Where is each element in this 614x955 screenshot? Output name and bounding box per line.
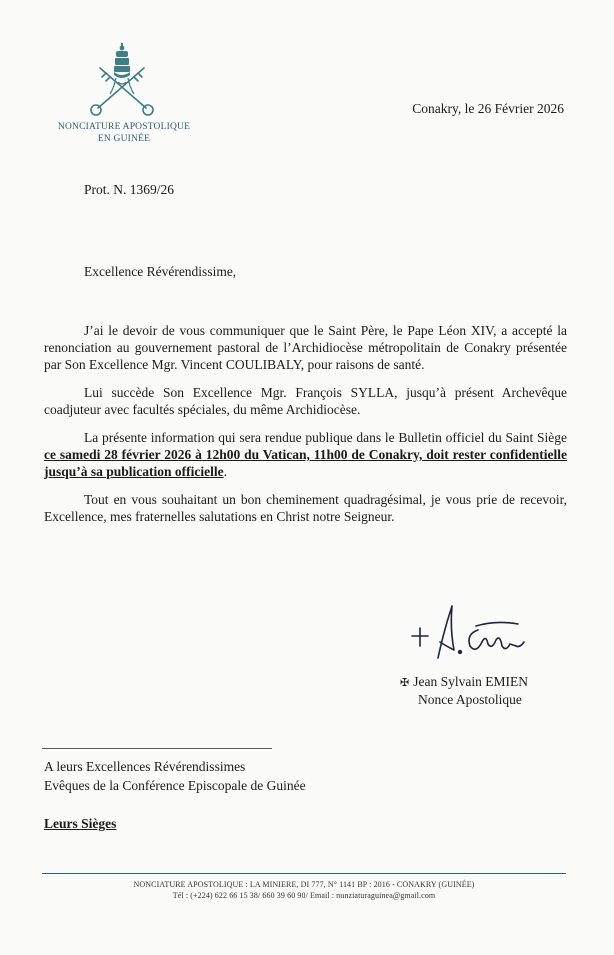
letter-footer [42,879,566,901]
protocol-number: Prot. N. 1369/26 [84,182,175,197]
paragraph-resignation: J’ai le devoir de vous communiquer que le Saint Père, le Pape Léon XIV, a accepté la renonciation au gouvernement pastoral de l’Archidiocèse métropolitain de Conakry présentée par Son Excellence Mgr. Vincent COULIBALY, pour raisons de santé. [44,323,567,372]
paragraph-embargo [44,429,567,480]
nunciature-name-line1: NONCIATURE APOSTOLIQUE [57,122,191,132]
addressee-sieges: Leurs Sièges [44,816,117,831]
paragraph-closing: Tout en vous souhaitant un bon cheminement quadragésimal, je vous prie de recevoir, Excellence, mes fraternelles salutations en Christ notre Seigneur. [44,492,567,524]
letter-date: Conakry, le 26 Février 2026 [412,101,564,116]
footer-address: NONCIATURE APOSTOLIQUE : LA MINIERE, DI 777, N° 1141 BP : 2016 - CONAKRY (GUINÉE) [133,880,475,889]
signer-title: Nonce Apostolique [418,692,522,707]
letter-body [44,322,567,536]
addressee-divider [42,748,272,749]
signer-name: Jean Sylvain EMIEN [413,674,528,689]
nunciature-name-line2: EN GUINÉE [97,134,151,144]
nunciature-name [40,121,208,145]
embargo-text-end: . [223,464,228,479]
addressee-line1: A leurs Excellences Révérendissimes [44,759,246,774]
salutation: Excellence Révérendissime, [84,264,237,279]
handwritten-signature [406,600,534,670]
paragraph-successor: Lui succède Son Excellence Mgr. François SYLLA, jusqu’à présent Archevêque coadjuteur avec facultés spéciales, du même Archidiocèse. [44,385,567,417]
embargo-emphasis: ce samedi 28 février 2026 à 12h00 du Vatican, 11h00 de Conakry, doit rester confidentielle jusqu’à sa publication officielle [44,447,567,479]
signer-block [400,673,528,708]
episcopal-cross-icon: ✠ [400,676,410,689]
addressee-block [44,757,306,795]
footer-contact: Tél : (+224) 622 66 15 38/ 660 39 60 90/ Email : nunziaturaguinea@gmail.com [172,891,436,900]
footer-divider [42,873,566,874]
papal-crest-icon [84,42,160,118]
addressee-line2: Evêques de la Conférence Episcopale de Guinée [44,778,306,793]
embargo-text-start: La présente information qui sera rendue publique dans le Bulletin officiel du Saint Siège [84,430,567,445]
